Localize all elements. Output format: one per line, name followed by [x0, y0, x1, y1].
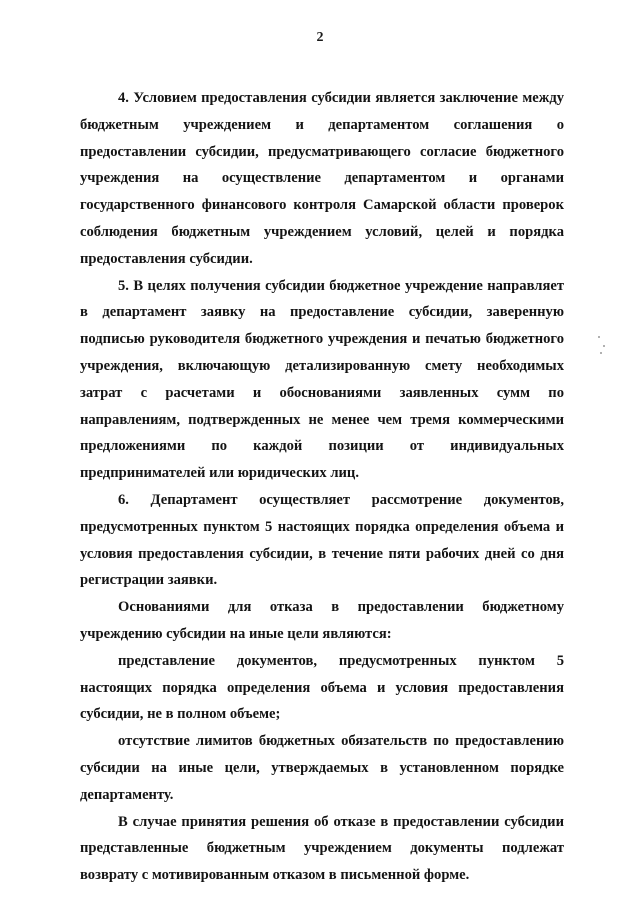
page-number: 2: [316, 30, 324, 45]
scan-speck: [600, 352, 602, 354]
paragraph-refusal-grounds: Основаниями для отказа в предоставлении бюджетному учреждению субсидии на иные цели являются:: [80, 599, 564, 642]
scan-speck: [603, 345, 605, 347]
document-body: [80, 85, 564, 889]
paragraph-refusal-incomplete-docs: представление документов, предусмотренных пунктом 5 настоящих порядка определения объема и условия предоставления субсидии, не в полном объеме;: [80, 652, 564, 723]
scan-speck: [598, 336, 600, 338]
paragraph-refusal-return-docs: В случае принятия решения об отказе в предоставлении субсидии представленные бюджетным учреждением документы подлежат возврату с мотивированным отказом в письменной форме.: [80, 813, 564, 884]
paragraph-5: 5. В целях получения субсидии бюджетное учреждение направляет в департамент заявку на предоставление субсидии, заверенную подписью руководителя бюджетного учреждения и печатью бюджетного учреждения, включающую детализированную смету необходимых затрат с расчетами и обоснованиями заявленных сумм по направлениям, подтвержденных не менее чем тремя коммерческими предложениями по каждой позиции от индивидуальных предпринимателей или юридических лиц.: [80, 277, 564, 482]
paragraph-refusal-no-limits: отсутствие лимитов бюджетных обязательств по предоставлению субсидии на иные цели, утверждаемых в установленном порядке департаменту.: [80, 733, 564, 803]
paragraph-6: 6. Департамент осуществляет рассмотрение документов, предусмотренных пунктом 5 настоящих порядка определения объема и условия предоставления субсидии, в течение пяти рабочих дней со дня регистрации заявки.: [80, 491, 564, 589]
paragraph-4: 4. Условием предоставления субсидии является заключение между бюджетным учреждением и департаментом соглашения о предоставлении субсидии, предусматривающего согласие бюджетного учреждения на осуществление департаментом и органами государственного финансового контроля Самарской области проверок соблюдения бюджетным учреждением условий, целей и порядка предоставления субсидии.: [80, 90, 564, 267]
